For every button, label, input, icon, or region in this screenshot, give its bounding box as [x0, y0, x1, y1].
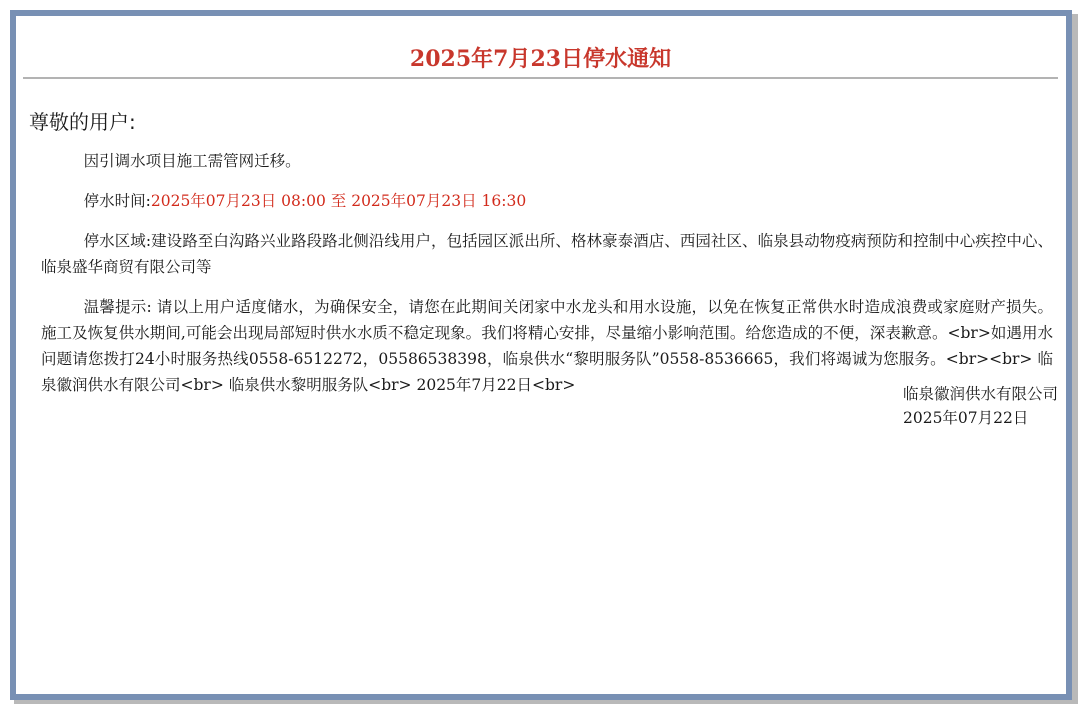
- title-bar: [23, 16, 1058, 79]
- greeting: 尊敬的用户:: [29, 110, 136, 134]
- tip-paragraph: [41, 294, 1053, 398]
- area-label: 停水区域:: [83, 232, 152, 250]
- time-paragraph: [41, 188, 1053, 214]
- notice-frame: [10, 10, 1072, 700]
- notice-content: [29, 108, 1053, 412]
- signature-company: 临泉徽润供水有限公司: [902, 385, 1058, 403]
- area-value: 建设路至白沟路兴业路段路北侧沿线用户，包括园区派出所、格林豪泰酒店、西园社区、临泉县动物疫病预防和控制中心疾控中心、临泉盛华商贸有限公司等: [41, 232, 1053, 276]
- tip-label: 温馨提示:: [83, 298, 157, 316]
- tip-value: 请以上用户适度储水，为确保安全，请您在此期间关闭家中水龙头和用水设施，以免在恢复正常供水时造成浪费或家庭财产损失。施工及恢复供水期间,可能会出现局部短时供水水质不稳定现象。我们将精心安排，尽量缩小影响范围。给您造成的不便，深表歉意。<br>如遇用水问题请您拨打24小时服务热线0558-6512272，05586538398，临泉供水“黎明服务队”0558-8536665，我们将竭诚为您服务。<br><br> 临泉徽润供水有限公司<br> 临泉供水黎明服务队<br> 2025年7月22日<br>: [41, 298, 1053, 394]
- signature-date: 2025年07月22日: [902, 409, 1029, 427]
- reason-paragraph: [41, 148, 1053, 174]
- reason-text: 因引调水项目施工需管网迁移。: [83, 152, 301, 170]
- signature-block: [903, 382, 1058, 430]
- notice-title: 2025年7月23日停水通知: [409, 46, 672, 72]
- area-paragraph: [41, 228, 1053, 280]
- time-label: 停水时间:: [83, 192, 151, 210]
- time-value: 2025年07月23日 08:00 至 2025年07月23日 16:30: [150, 192, 527, 210]
